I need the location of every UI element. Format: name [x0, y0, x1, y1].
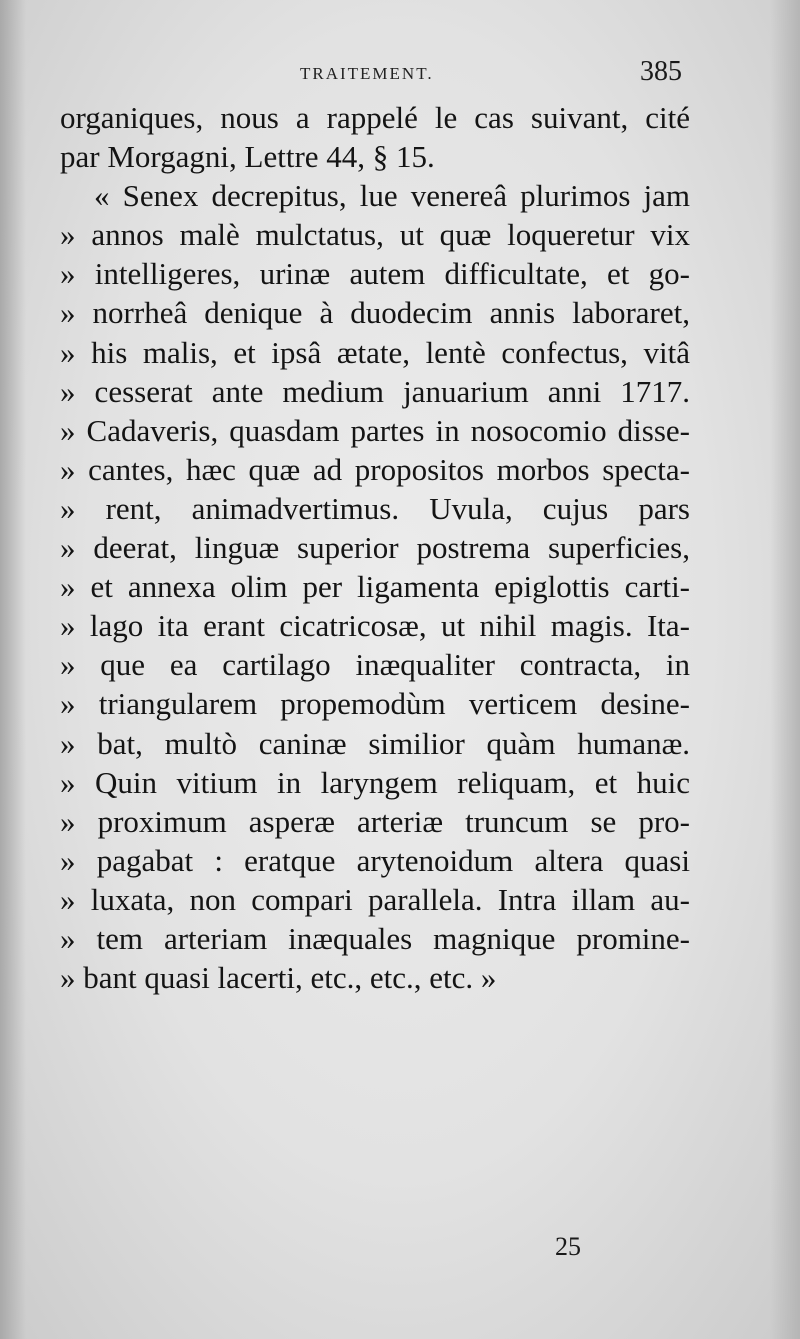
text-line: » proximum asperæ arteriæ truncum se pro- — [60, 803, 690, 839]
text-line: organiques, nous a rappelé le cas suivant, cité — [60, 100, 690, 135]
text-line: » bant quasi lacerti, etc., etc., etc. » — [60, 960, 497, 996]
text-line: par Morgagni, Lettre 44, § 15. — [60, 139, 435, 175]
page-number: 385 — [640, 56, 682, 87]
text-line: » luxata, non compari parallela. Intra illam au- — [60, 881, 690, 917]
text-line: » Cadaveris, quasdam partes in nosocomio disse- — [60, 412, 690, 448]
text-line: » his malis, et ipsâ ætate, lentè confectus, vitâ — [60, 334, 690, 370]
text-line: » intelligeres, urinæ autem difficultate, et go- — [60, 256, 690, 292]
body-text — [60, 98, 690, 997]
text-line: « Senex decrepitus, lue venereâ plurimos jam — [94, 178, 690, 214]
signature-mark: 25 — [555, 1232, 581, 1261]
text-line: » tem arteriam inæquales magnique promine- — [60, 920, 690, 956]
text-line: » que ea cartilago inæqualiter contracta, in — [60, 647, 690, 683]
text-line: » triangularem propemodùm verticem desine- — [60, 686, 690, 722]
text-line: » Quin vitium in laryngem reliquam, et huic — [60, 764, 690, 800]
page-shadow-left — [0, 0, 26, 1339]
text-line: » norrheâ denique à duodecim annis laboraret, — [60, 295, 690, 331]
text-line: » et annexa olim per ligamenta epiglottis carti- — [60, 569, 690, 605]
running-head: TRAITEMENT. — [300, 64, 434, 83]
text-line: » lago ita erant cicatricosæ, ut nihil magis. Ita- — [60, 608, 690, 644]
text-line: » rent, animadvertimus. Uvula, cujus pars — [60, 490, 690, 526]
text-line: » deerat, linguæ superior postrema superficies, — [60, 530, 690, 566]
text-line: » pagabat : eratque arytenoidum altera quasi — [60, 842, 690, 878]
page-header — [60, 56, 690, 90]
text-line: » annos malè mulctatus, ut quæ loqueretur vix — [60, 217, 690, 253]
page-shadow-right — [770, 0, 800, 1339]
text-line: » bat, multò caninæ similior quàm humanæ. — [60, 725, 690, 761]
text-line: » cesserat ante medium januarium anni 1717. — [60, 373, 690, 409]
text-line: » cantes, hæc quæ ad propositos morbos specta- — [60, 451, 690, 487]
